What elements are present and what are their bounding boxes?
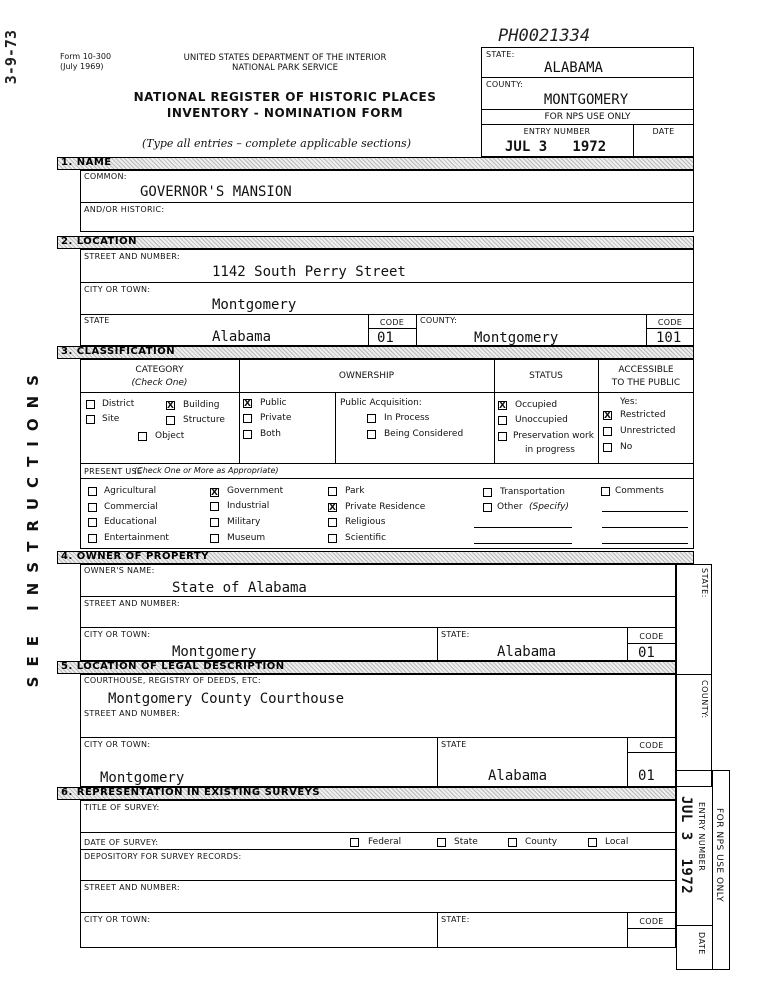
comments-label: Comments (615, 486, 664, 496)
legal-code: 01 (638, 768, 655, 784)
government-checkbox[interactable]: X (211, 488, 218, 498)
occupied-checkbox[interactable]: X (499, 401, 506, 411)
header-county: MONTGOMERY (543, 92, 629, 108)
present-use-note: (Check One or More as Appropriate) (134, 466, 279, 475)
survey-state-label: STATE: (441, 915, 470, 924)
section-1-band: 1. NAME (57, 157, 694, 170)
owner-state: Alabama (497, 644, 557, 660)
religious-checkbox[interactable] (328, 518, 337, 527)
courthouse-label: COURTHOUSE, REGISTRY OF DEEDS, ETC: (84, 676, 261, 685)
legal-code-label: CODE (639, 741, 664, 750)
owner-name-label: OWNER'S NAME: (84, 566, 155, 575)
location-code-label: CODE (379, 318, 405, 327)
section-6-band: 6. REPRESENTATION IN EXISTING SURVEYS (57, 787, 676, 800)
common-label: COMMON: (84, 172, 127, 181)
park-label: Park (345, 486, 365, 496)
scientific-checkbox[interactable] (328, 534, 337, 543)
county-survey-checkbox[interactable] (508, 838, 517, 847)
private-residence-label: Private Residence (345, 502, 426, 512)
header-county-label: COUNTY: (486, 80, 524, 89)
entertainment-label: Entertainment (104, 533, 169, 543)
location-state-label: STATE (84, 316, 110, 325)
unoccupied-checkbox[interactable] (498, 416, 507, 425)
county-survey-label: County (525, 837, 558, 847)
location-county-code: 101 (656, 330, 682, 346)
preservation-label-1: Preservation work (513, 431, 594, 441)
header-date-label: DATE (652, 127, 675, 136)
location-state: Alabama (212, 329, 272, 345)
survey-city-label: CITY OR TOWN: (84, 915, 151, 924)
religious-label: Religious (345, 517, 386, 527)
site-checkbox[interactable] (86, 415, 95, 424)
local-label: Local (605, 837, 629, 847)
restricted-label: Restricted (620, 410, 666, 420)
federal-checkbox[interactable] (350, 838, 359, 847)
commercial-checkbox[interactable] (88, 503, 97, 512)
unrestricted-checkbox[interactable] (603, 427, 612, 436)
section-5-band: 5. LOCATION OF LEGAL DESCRIPTION (57, 661, 676, 674)
public-checkbox[interactable]: X (244, 399, 251, 409)
survey-code-label: CODE (639, 917, 664, 926)
commercial-label: Commercial (104, 502, 158, 512)
private-residence-checkbox[interactable]: X (329, 503, 336, 513)
object-label: Object (155, 431, 185, 441)
museum-label: Museum (227, 533, 266, 543)
site-label: Site (102, 414, 120, 424)
industrial-label: Industrial (227, 501, 270, 511)
form-number: Form 10-300 (60, 52, 112, 61)
location-street: 1142 South Perry Street (212, 264, 406, 280)
district-checkbox[interactable] (86, 400, 95, 409)
legal-city-label: CITY OR TOWN: (84, 740, 151, 749)
accessible-label-2: TO THE PUBLIC (611, 378, 681, 388)
government-label: Government (227, 486, 284, 496)
agricultural-checkbox[interactable] (88, 487, 97, 496)
header-state-label: STATE: (486, 50, 515, 59)
side-entry-label: ENTRY NUMBER (697, 802, 706, 872)
transportation-checkbox[interactable] (483, 488, 492, 497)
district-label: District (102, 399, 135, 409)
status-label: STATUS (529, 371, 563, 381)
agency-line2: NATIONAL PARK SERVICE (232, 63, 338, 73)
museum-checkbox[interactable] (210, 534, 219, 543)
structure-label: Structure (183, 415, 225, 425)
transportation-label: Transportation (500, 487, 565, 497)
side-county-label: COUNTY: (700, 680, 709, 719)
present-use-label: PRESENT USE (84, 467, 143, 476)
location-county-label: COUNTY: (420, 316, 458, 325)
state-survey-checkbox[interactable] (437, 838, 446, 847)
location-street-label: STREET AND NUMBER: (84, 252, 180, 261)
specify-label: (Specify) (529, 502, 569, 512)
side-entry-stamp: JUL 3 1972 (678, 796, 694, 895)
side-nps-label: FOR NPS USE ONLY (714, 808, 724, 903)
preservation-checkbox[interactable] (498, 432, 507, 441)
location-county-code-label: CODE (657, 318, 683, 327)
unrestricted-label: Unrestricted (620, 426, 676, 436)
historic-label: AND/OR HISTORIC: (84, 205, 165, 214)
industrial-checkbox[interactable] (210, 502, 219, 511)
educational-label: Educational (104, 517, 157, 527)
side-date-label: DATE (697, 932, 706, 955)
location-state-code: 01 (377, 330, 394, 346)
legal-state-label: STATE (441, 740, 467, 749)
agency-line1: UNITED STATES DEPARTMENT OF THE INTERIOR (183, 53, 387, 63)
agricultural-label: Agricultural (104, 486, 157, 496)
no-label: No (620, 442, 633, 452)
survey-date-label: DATE OF SURVEY: (84, 838, 159, 847)
building-label: Building (183, 400, 220, 410)
comments-checkbox[interactable] (601, 487, 610, 496)
both-checkbox[interactable] (243, 430, 252, 439)
federal-label: Federal (368, 837, 402, 847)
educational-checkbox[interactable] (88, 518, 97, 527)
preservation-label-2: in progress (525, 445, 575, 455)
being-considered-checkbox[interactable] (367, 430, 376, 439)
public-acquisition-label: Public Acquisition: (340, 398, 422, 408)
in-process-label: In Process (384, 413, 430, 423)
state-survey-label: State (454, 837, 478, 847)
section-4-band: 4. OWNER OF PROPERTY (57, 551, 694, 564)
military-label: Military (227, 517, 261, 527)
other-label: Other (497, 502, 523, 512)
margin-date: 3-9-73 (2, 30, 20, 85)
location-city-label: CITY OR TOWN: (84, 285, 151, 294)
courthouse: Montgomery County Courthouse (108, 691, 345, 707)
building-checkbox[interactable]: X (167, 401, 174, 411)
local-checkbox[interactable] (588, 838, 597, 847)
location-city: Montgomery (212, 297, 297, 313)
military-checkbox[interactable] (210, 518, 219, 527)
accessible-label-1: ACCESSIBLE (618, 365, 674, 375)
legal-state: Alabama (488, 768, 548, 784)
side-state-label: STATE: (700, 568, 709, 598)
common-name: GOVERNOR'S MANSION (140, 184, 292, 200)
legal-city: Montgomery (100, 770, 185, 786)
owner-city-label: CITY OR TOWN: (84, 630, 151, 639)
entertainment-checkbox[interactable] (88, 534, 97, 543)
public-label: Public (260, 398, 287, 408)
both-label: Both (260, 429, 281, 439)
ownership-label: OWNERSHIP (338, 371, 395, 381)
header-state: ALABAMA (543, 60, 603, 76)
section-3-band: 3. CLASSIFICATION (57, 346, 694, 359)
form-title-line1: NATIONAL REGISTER OF HISTORIC PLACES (133, 90, 437, 104)
yes-label: Yes: (620, 397, 638, 407)
form-title-line2: INVENTORY - NOMINATION FORM (166, 106, 404, 120)
being-considered-label: Being Considered (384, 429, 464, 439)
survey-street-label: STREET AND NUMBER: (84, 883, 180, 892)
structure-checkbox[interactable] (166, 416, 175, 425)
header-entry-number-label: ENTRY NUMBER (523, 127, 591, 136)
depository-label: DEPOSITORY FOR SURVEY RECORDS: (84, 852, 242, 861)
header-entry-stamp: JUL 3 1972 (505, 139, 607, 155)
scientific-label: Scientific (345, 533, 387, 543)
occupied-label: Occupied (515, 400, 558, 410)
owner-code: 01 (638, 645, 655, 661)
accession-number: PH0021334 (498, 26, 591, 46)
private-label: Private (260, 413, 292, 423)
location-county: Montgomery (474, 330, 559, 346)
no-checkbox[interactable] (603, 443, 612, 452)
legal-street-label: STREET AND NUMBER: (84, 709, 180, 718)
form-date: (July 1969) (60, 62, 104, 71)
park-checkbox[interactable] (328, 487, 337, 496)
other-checkbox[interactable] (483, 503, 492, 512)
owner-state-label: STATE: (441, 630, 470, 639)
header-nps-use: FOR NPS USE ONLY (544, 112, 631, 122)
survey-title-label: TITLE OF SURVEY: (84, 803, 160, 812)
private-checkbox[interactable] (243, 414, 252, 423)
owner-street-label: STREET AND NUMBER: (84, 599, 180, 608)
owner-name: State of Alabama (172, 580, 307, 596)
object-checkbox[interactable] (138, 432, 147, 441)
in-process-checkbox[interactable] (367, 414, 376, 423)
owner-city: Montgomery (172, 644, 257, 660)
owner-code-label: CODE (639, 632, 664, 641)
form-instruction: (Type all entries – complete applicable sections) (142, 137, 411, 150)
see-instructions: SEE INSTRUCTIONS (24, 365, 42, 688)
check-one-label: (Check One) (131, 378, 188, 388)
unoccupied-label: Unoccupied (515, 415, 568, 425)
section-2-band: 2. LOCATION (57, 236, 694, 249)
restricted-checkbox[interactable]: X (604, 411, 611, 421)
category-label: CATEGORY (135, 365, 184, 375)
